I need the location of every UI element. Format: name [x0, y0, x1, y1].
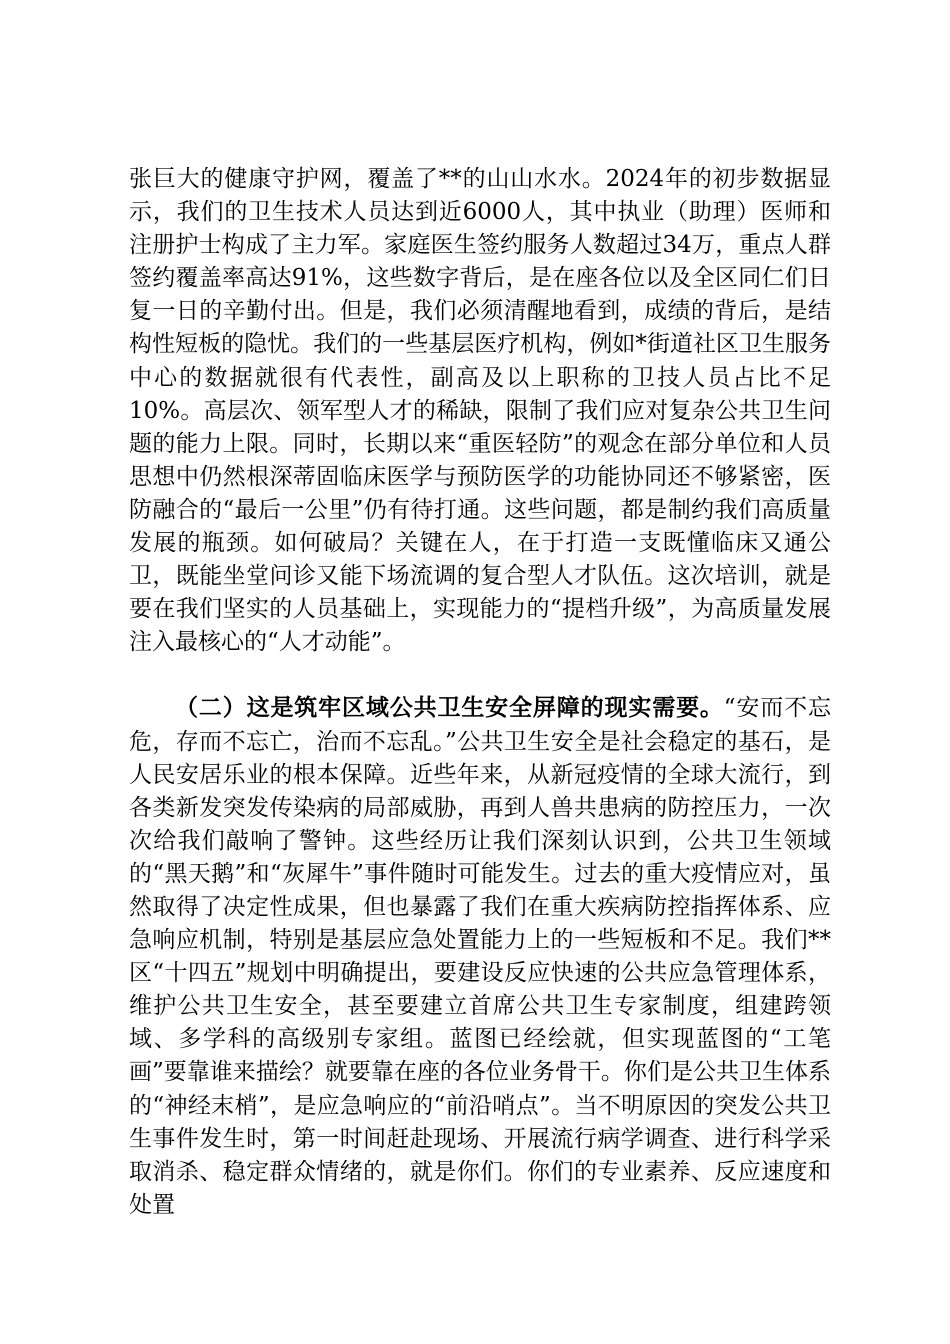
section-heading: （二）这是筑牢区域公共卫生安全屏障的现实需要。 [175, 695, 724, 722]
section-body-text: “安而不忘危，存而不忘亡，治而不忘乱。”公共卫生安全是社会稳定的基石，是人民安居乐业的根本保障。近些年来，从新冠疫情的全球大流行，到各类新发突发传染病的局部威胁，再到人兽共患病的防控压力，一次次给我们敲响了警钟。这些经历让我们深刻认识到，公共卫生领域的“黑天鹅”和“灰犀牛”事件随时可能发生。过去的重大疫情应对，虽然取得了决定性成果，但也暴露了我们在重大疾病防控指挥体系、应急响应机制，特别是基层应急处置能力上的一些短板和不足。我们**区“十四五”规划中明确提出，要建设反应快速的公共应急管理体系，维护公共卫生安全，甚至要建立首席公共卫生专家制度，组建跨领域、多学科的高级别专家组。蓝图已经绘就，但实现蓝图的“工笔画”要靠谁来描绘？就要靠在座的各位业务骨干。你们是公共卫生体系的“神经末梢”，是应急响应的“前沿哨点”。当不明原因的突发公共卫生事件发生时，第一时间赶赴现场、开展流行病学调查、进行科学采取消杀、稳定群众情绪的，就是你们。你们的专业素养、反应速度和处置 [129, 695, 831, 1218]
body-paragraph-1: 张巨大的健康守护网，覆盖了**的山山水水。2024年的初步数据显示，我们的卫生技术人员达到近6000人，其中执业（助理）医师和注册护士构成了主力军。家庭医生签约服务人数超过34万，重点人群签约覆盖率高达91%，这些数字背后，是在座各位以及全区同仁们日复一日的辛勤付出。但是，我们必须清醒地看到，成绩的背后，是结构性短板的隐忧。我们的一些基层医疗机构，例如*街道社区卫生服务中心的数据就很有代表性，副高及以上职称的卫技人员占比不足10%。高层次、领军型人才的稀缺，限制了我们应对复杂公共卫生问题的能力上限。同时，长期以来“重医轻防”的观念在部分单位和人员思想中仍然根深蒂固临床医学与预防医学的功能协同还不够紧密，医防融合的“最后一公里”仍有待打通。这些问题，都是制约我们高质量发展的瓶颈。如何破局？关键在人，在于打造一支既懂临床又通公卫，既能坐堂问诊又能下场流调的复合型人才队伍。这次培训，就是要在我们坚实的人员基础上，实现能力的“提档升级”，为高质量发展注入最核心的“人才动能”。 [129, 166, 831, 656]
body-paragraph-2 [129, 692, 831, 1222]
document-page [129, 163, 831, 1222]
